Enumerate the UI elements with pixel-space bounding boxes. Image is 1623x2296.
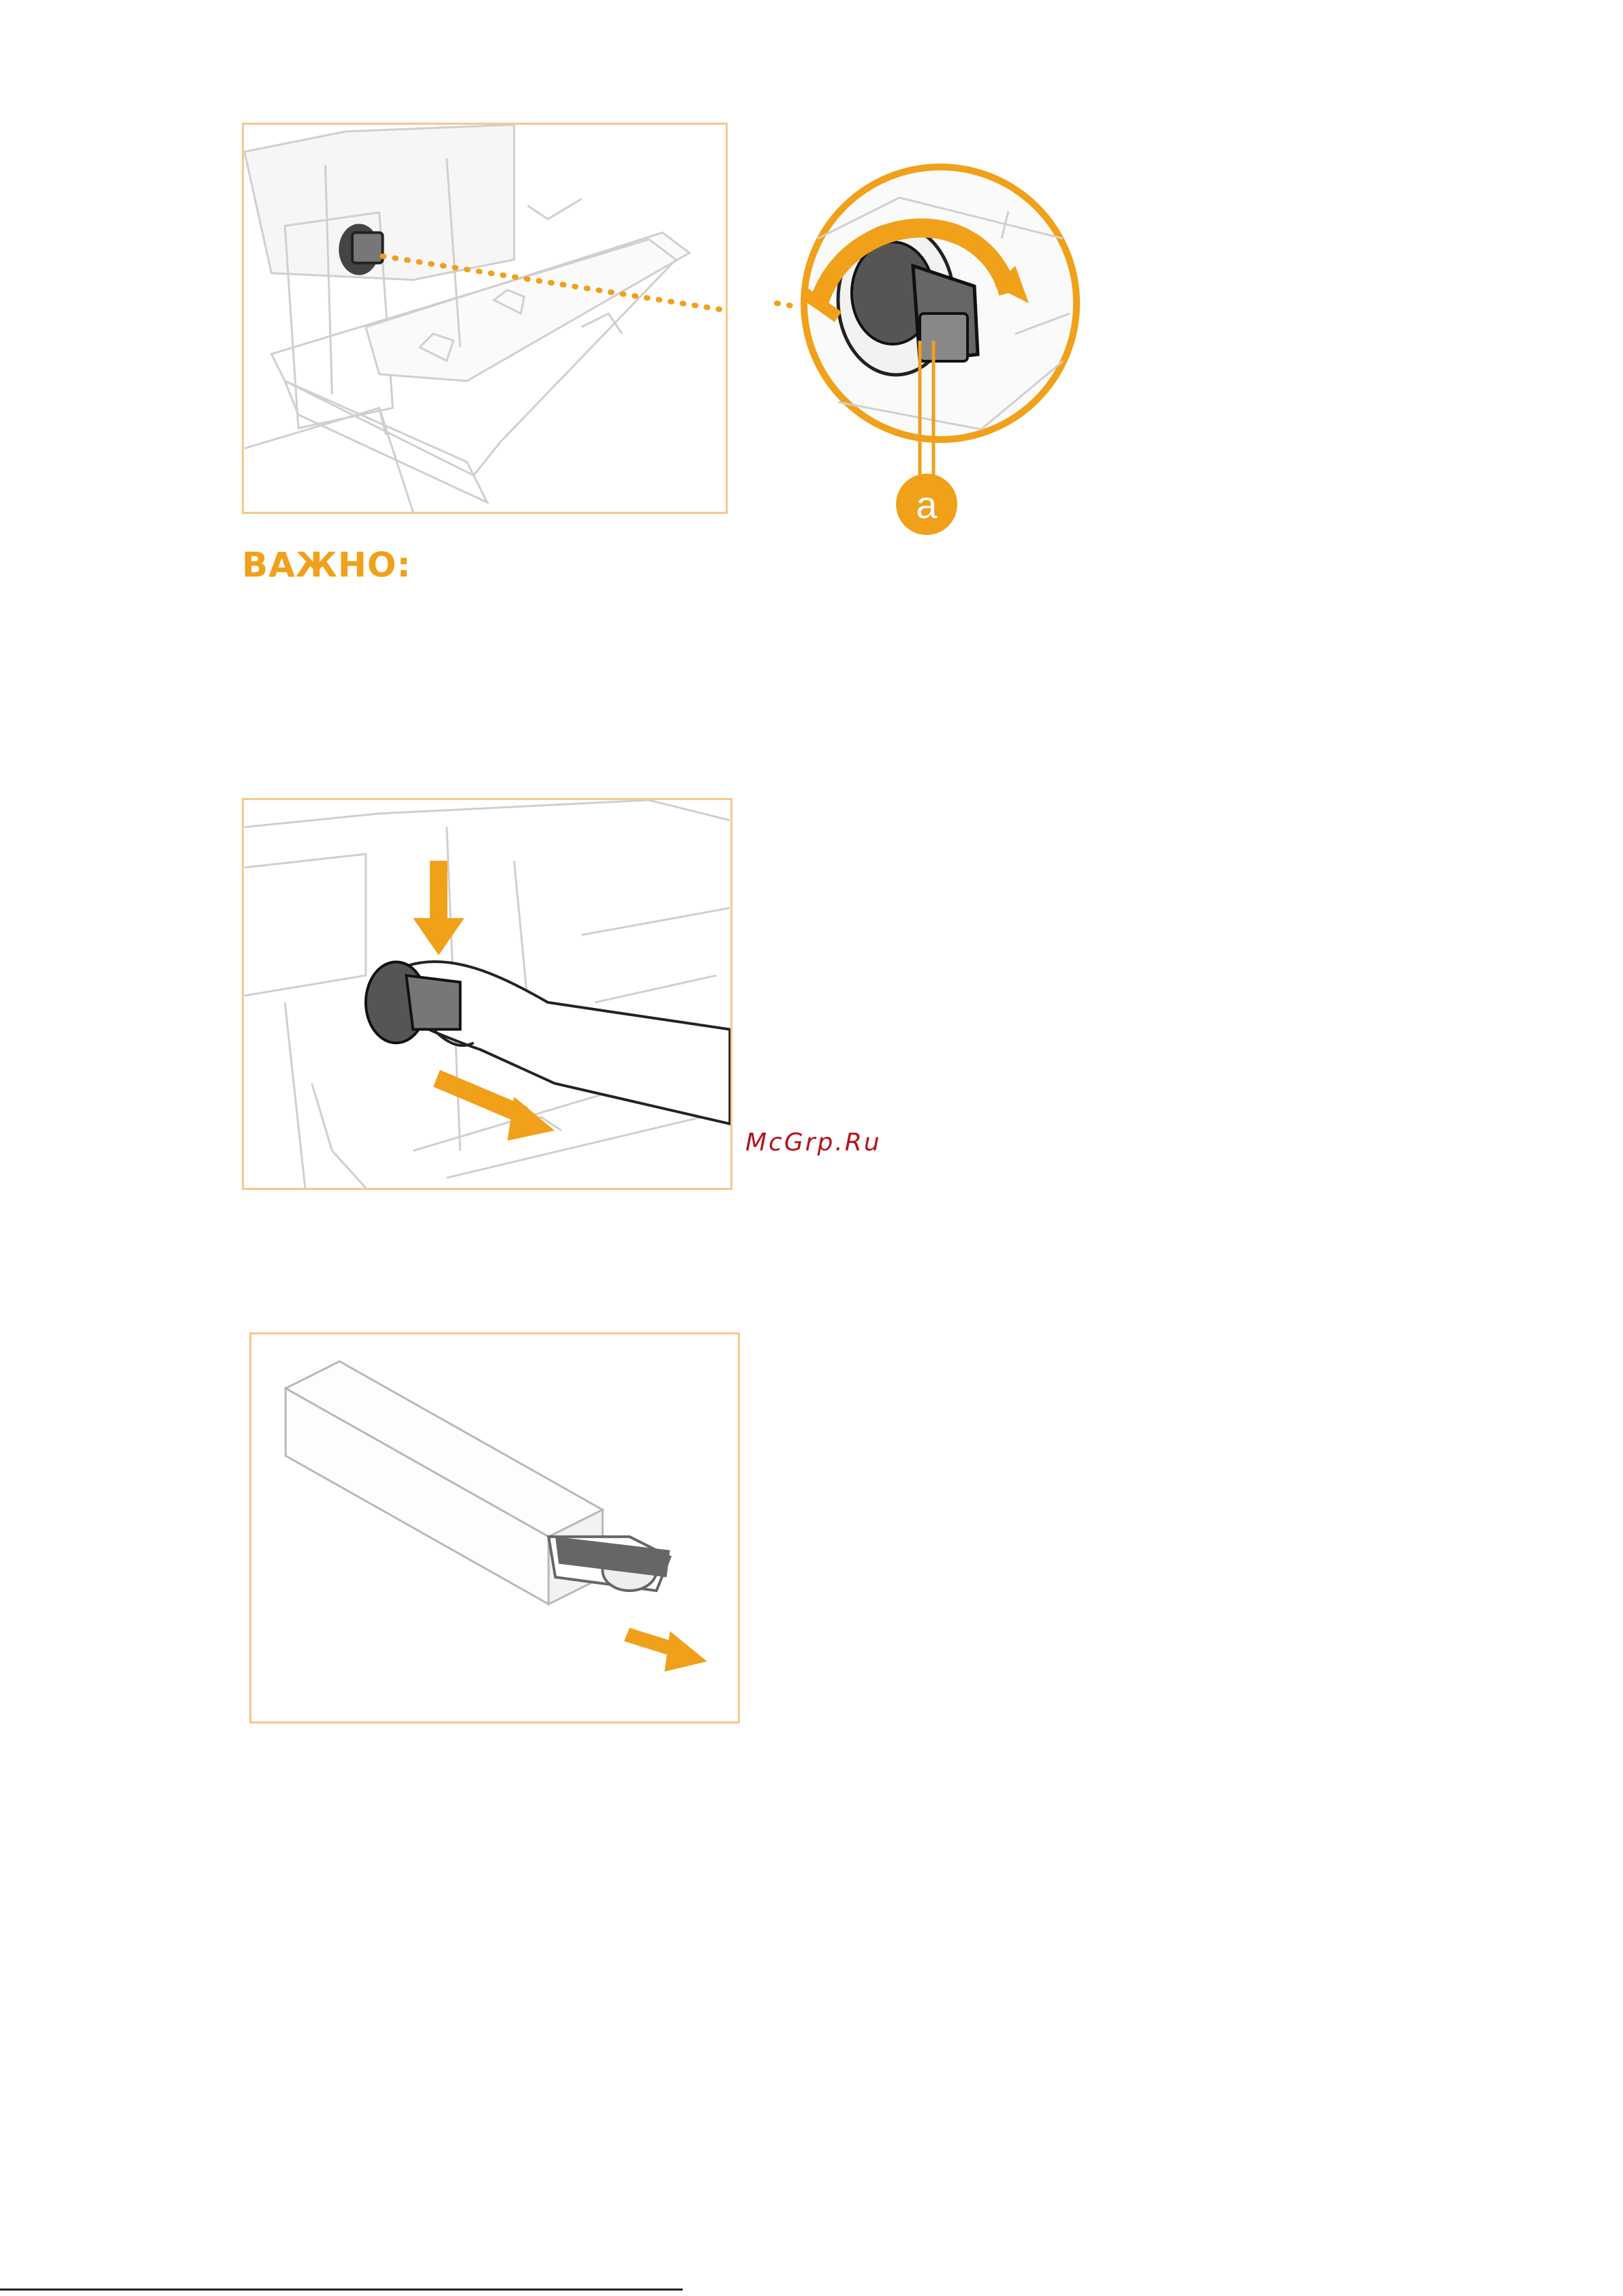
callout-a bbox=[896, 474, 957, 535]
down-arrow-icon bbox=[413, 861, 464, 955]
pull-arrow-icon bbox=[624, 1627, 707, 1671]
hand-illustration bbox=[366, 962, 730, 1124]
front-cover-illustration bbox=[244, 125, 726, 512]
svg-text:a: a bbox=[916, 483, 938, 526]
figure-remove-knob bbox=[242, 798, 732, 1190]
watermark: McGrp.Ru bbox=[745, 1129, 882, 1157]
hand-remove-illustration bbox=[244, 800, 730, 1188]
important-heading: ВАЖНО: bbox=[242, 545, 412, 585]
zoom-detail bbox=[777, 157, 1104, 552]
unpack-illustration bbox=[251, 1334, 738, 1721]
figure-front-cover-knob bbox=[242, 123, 728, 514]
footer-rule bbox=[0, 2289, 683, 2291]
figure-unpack-cartridge bbox=[249, 1332, 740, 1724]
pull-arrow-icon bbox=[433, 1070, 555, 1141]
